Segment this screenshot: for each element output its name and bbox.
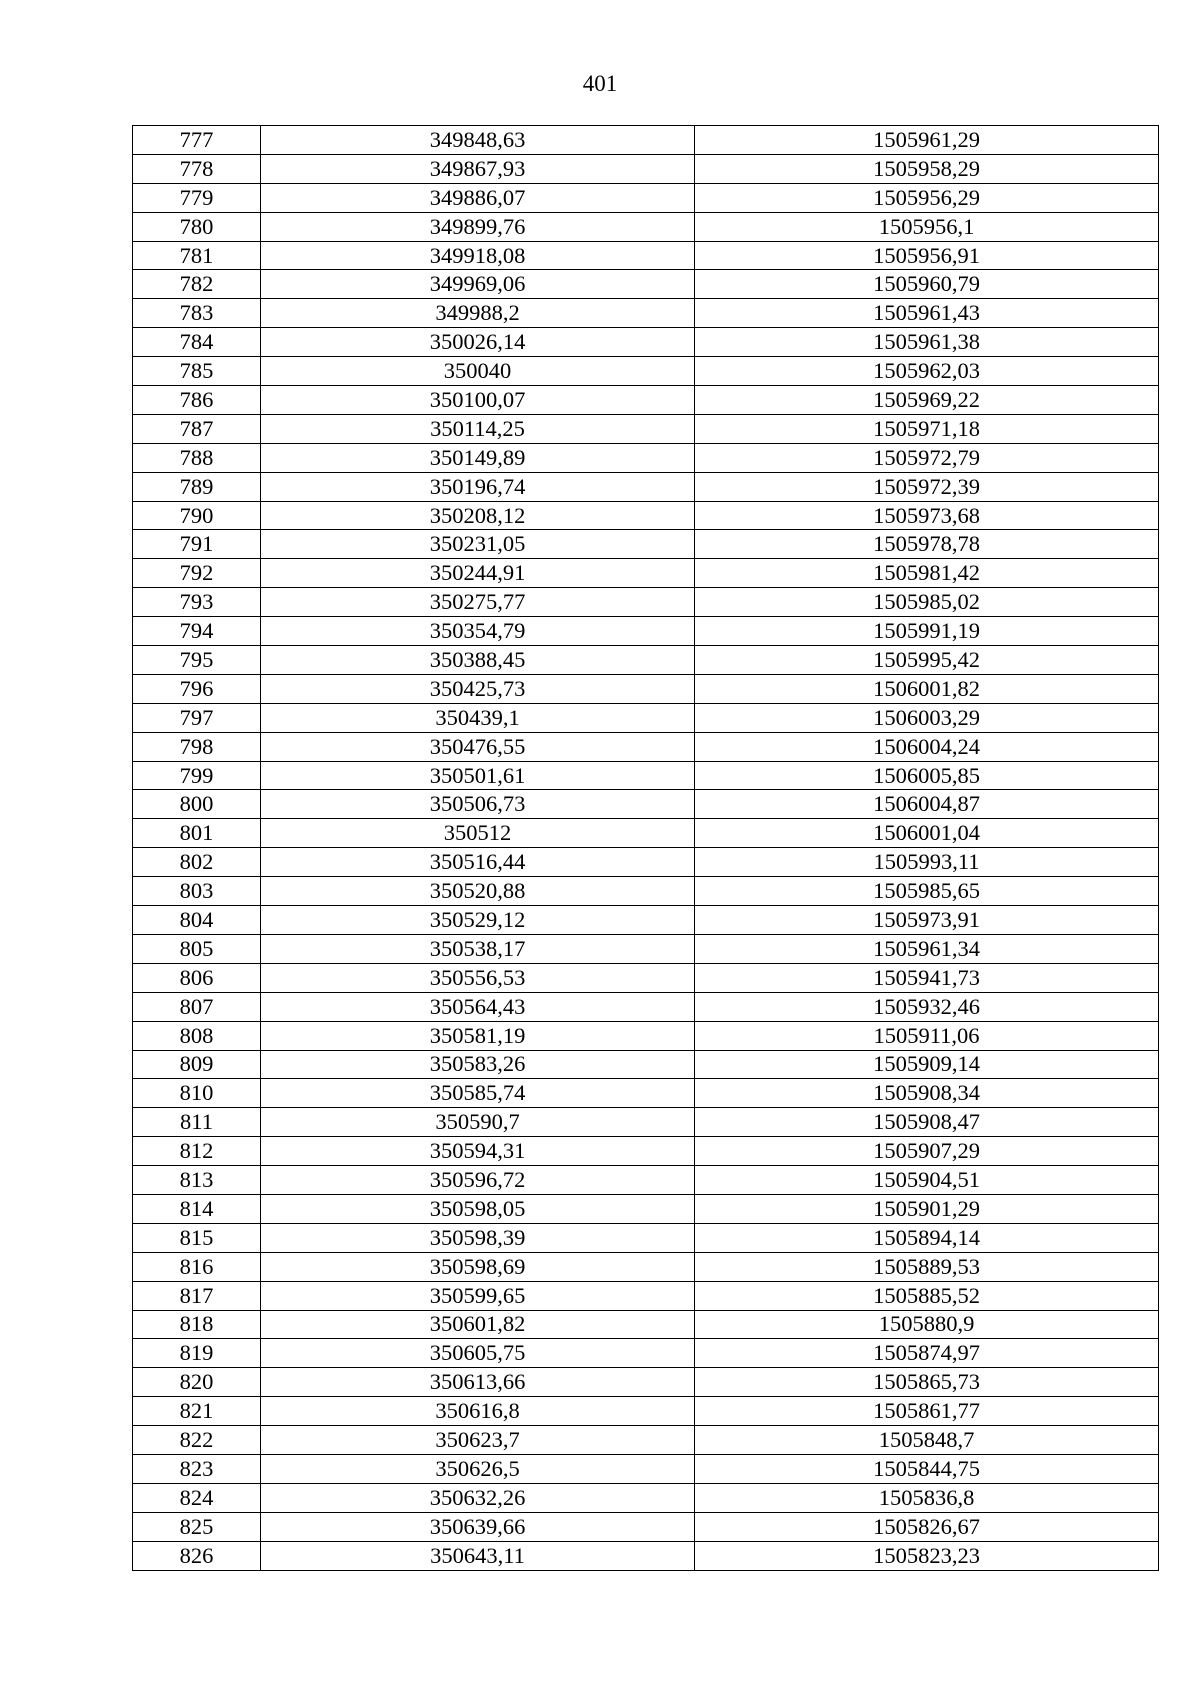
y-coordinate-cell: 1505941,73 <box>695 963 1159 992</box>
table-row <box>133 819 1159 848</box>
y-coordinate-cell: 1505907,29 <box>695 1137 1159 1166</box>
table-row <box>133 328 1159 357</box>
y-coordinate-cell: 1505889,53 <box>695 1252 1159 1281</box>
y-coordinate-cell: 1505848,7 <box>695 1426 1159 1455</box>
point-number-cell: 782 <box>133 270 261 299</box>
y-coordinate-cell: 1505874,97 <box>695 1339 1159 1368</box>
table-row <box>133 1310 1159 1339</box>
y-coordinate-cell: 1506001,04 <box>695 819 1159 848</box>
y-coordinate-cell: 1505932,46 <box>695 992 1159 1021</box>
y-coordinate-cell: 1505995,42 <box>695 646 1159 675</box>
y-coordinate-cell: 1506005,85 <box>695 761 1159 790</box>
y-coordinate-cell: 1505880,9 <box>695 1310 1159 1339</box>
y-coordinate-cell: 1505960,79 <box>695 270 1159 299</box>
point-number-cell: 781 <box>133 241 261 270</box>
y-coordinate-cell: 1505861,77 <box>695 1397 1159 1426</box>
x-coordinate-cell: 350538,17 <box>261 934 695 963</box>
table-row <box>133 1454 1159 1483</box>
y-coordinate-cell: 1505911,06 <box>695 1021 1159 1050</box>
point-number-cell: 826 <box>133 1541 261 1570</box>
point-number-cell: 822 <box>133 1426 261 1455</box>
coordinates-table-body <box>133 126 1159 1571</box>
y-coordinate-cell: 1505908,47 <box>695 1108 1159 1137</box>
x-coordinate-cell: 350598,05 <box>261 1194 695 1223</box>
table-row <box>133 414 1159 443</box>
x-coordinate-cell: 350598,69 <box>261 1252 695 1281</box>
point-number-cell: 790 <box>133 501 261 530</box>
x-coordinate-cell: 350623,7 <box>261 1426 695 1455</box>
y-coordinate-cell: 1505961,38 <box>695 328 1159 357</box>
x-coordinate-cell: 350354,79 <box>261 617 695 646</box>
x-coordinate-cell: 350590,7 <box>261 1108 695 1137</box>
y-coordinate-cell: 1505823,23 <box>695 1541 1159 1570</box>
point-number-cell: 791 <box>133 530 261 559</box>
y-coordinate-cell: 1506001,82 <box>695 674 1159 703</box>
point-number-cell: 809 <box>133 1050 261 1079</box>
x-coordinate-cell: 350583,26 <box>261 1050 695 1079</box>
y-coordinate-cell: 1505901,29 <box>695 1194 1159 1223</box>
table-row <box>133 357 1159 386</box>
y-coordinate-cell: 1505973,68 <box>695 501 1159 530</box>
x-coordinate-cell: 350476,55 <box>261 732 695 761</box>
y-coordinate-cell: 1505956,29 <box>695 183 1159 212</box>
table-row <box>133 1166 1159 1195</box>
y-coordinate-cell: 1505885,52 <box>695 1281 1159 1310</box>
table-row <box>133 703 1159 732</box>
table-row <box>133 848 1159 877</box>
x-coordinate-cell: 350100,07 <box>261 386 695 415</box>
x-coordinate-cell: 350520,88 <box>261 877 695 906</box>
x-coordinate-cell: 350613,66 <box>261 1368 695 1397</box>
point-number-cell: 792 <box>133 559 261 588</box>
x-coordinate-cell: 350598,39 <box>261 1223 695 1252</box>
point-number-cell: 800 <box>133 790 261 819</box>
point-number-cell: 798 <box>133 732 261 761</box>
table-row <box>133 1252 1159 1281</box>
y-coordinate-cell: 1505826,67 <box>695 1512 1159 1541</box>
table-row <box>133 270 1159 299</box>
x-coordinate-cell: 350208,12 <box>261 501 695 530</box>
x-coordinate-cell: 350149,89 <box>261 443 695 472</box>
y-coordinate-cell: 1505844,75 <box>695 1454 1159 1483</box>
table-row <box>133 1137 1159 1166</box>
point-number-cell: 803 <box>133 877 261 906</box>
table-row <box>133 1339 1159 1368</box>
x-coordinate-cell: 350594,31 <box>261 1137 695 1166</box>
y-coordinate-cell: 1505991,19 <box>695 617 1159 646</box>
table-row <box>133 126 1159 155</box>
point-number-cell: 786 <box>133 386 261 415</box>
point-number-cell: 804 <box>133 906 261 935</box>
y-coordinate-cell: 1505969,22 <box>695 386 1159 415</box>
table-row <box>133 588 1159 617</box>
table-row <box>133 1021 1159 1050</box>
y-coordinate-cell: 1505981,42 <box>695 559 1159 588</box>
point-number-cell: 785 <box>133 357 261 386</box>
table-row <box>133 1281 1159 1310</box>
point-number-cell: 823 <box>133 1454 261 1483</box>
x-coordinate-cell: 350529,12 <box>261 906 695 935</box>
point-number-cell: 813 <box>133 1166 261 1195</box>
point-number-cell: 814 <box>133 1194 261 1223</box>
point-number-cell: 811 <box>133 1108 261 1137</box>
table-row <box>133 212 1159 241</box>
x-coordinate-cell: 349886,07 <box>261 183 695 212</box>
x-coordinate-cell: 350512 <box>261 819 695 848</box>
x-coordinate-cell: 350581,19 <box>261 1021 695 1050</box>
x-coordinate-cell: 350040 <box>261 357 695 386</box>
point-number-cell: 806 <box>133 963 261 992</box>
table-row <box>133 1397 1159 1426</box>
x-coordinate-cell: 350643,11 <box>261 1541 695 1570</box>
table-row <box>133 1541 1159 1570</box>
table-row <box>133 1079 1159 1108</box>
y-coordinate-cell: 1505865,73 <box>695 1368 1159 1397</box>
coordinates-table <box>132 125 1159 1571</box>
table-row <box>133 530 1159 559</box>
point-number-cell: 812 <box>133 1137 261 1166</box>
x-coordinate-cell: 350585,74 <box>261 1079 695 1108</box>
table-row <box>133 443 1159 472</box>
table-row <box>133 732 1159 761</box>
y-coordinate-cell: 1505908,34 <box>695 1079 1159 1108</box>
y-coordinate-cell: 1505972,79 <box>695 443 1159 472</box>
y-coordinate-cell: 1505956,1 <box>695 212 1159 241</box>
y-coordinate-cell: 1506004,87 <box>695 790 1159 819</box>
page-number: 401 <box>582 71 618 96</box>
x-coordinate-cell: 349988,2 <box>261 299 695 328</box>
table-row <box>133 1368 1159 1397</box>
point-number-cell: 795 <box>133 646 261 675</box>
x-coordinate-cell: 350596,72 <box>261 1166 695 1195</box>
x-coordinate-cell: 350244,91 <box>261 559 695 588</box>
x-coordinate-cell: 350616,8 <box>261 1397 695 1426</box>
point-number-cell: 821 <box>133 1397 261 1426</box>
y-coordinate-cell: 1506003,29 <box>695 703 1159 732</box>
point-number-cell: 777 <box>133 126 261 155</box>
y-coordinate-cell: 1505961,43 <box>695 299 1159 328</box>
x-coordinate-cell: 350388,45 <box>261 646 695 675</box>
x-coordinate-cell: 350275,77 <box>261 588 695 617</box>
x-coordinate-cell: 350439,1 <box>261 703 695 732</box>
x-coordinate-cell: 350114,25 <box>261 414 695 443</box>
table-row <box>133 1512 1159 1541</box>
table-row <box>133 617 1159 646</box>
point-number-cell: 816 <box>133 1252 261 1281</box>
point-number-cell: 794 <box>133 617 261 646</box>
table-row <box>133 1483 1159 1512</box>
table-row <box>133 906 1159 935</box>
table-row <box>133 1194 1159 1223</box>
x-coordinate-cell: 350601,82 <box>261 1310 695 1339</box>
point-number-cell: 820 <box>133 1368 261 1397</box>
table-row <box>133 674 1159 703</box>
point-number-cell: 819 <box>133 1339 261 1368</box>
table-row <box>133 761 1159 790</box>
point-number-cell: 817 <box>133 1281 261 1310</box>
y-coordinate-cell: 1505956,91 <box>695 241 1159 270</box>
y-coordinate-cell: 1505985,02 <box>695 588 1159 617</box>
y-coordinate-cell: 1505971,18 <box>695 414 1159 443</box>
table-row <box>133 299 1159 328</box>
y-coordinate-cell: 1505962,03 <box>695 357 1159 386</box>
x-coordinate-cell: 350599,65 <box>261 1281 695 1310</box>
y-coordinate-cell: 1505894,14 <box>695 1223 1159 1252</box>
x-coordinate-cell: 350506,73 <box>261 790 695 819</box>
table-row <box>133 241 1159 270</box>
point-number-cell: 824 <box>133 1483 261 1512</box>
x-coordinate-cell: 350026,14 <box>261 328 695 357</box>
x-coordinate-cell: 350425,73 <box>261 674 695 703</box>
x-coordinate-cell: 349918,08 <box>261 241 695 270</box>
point-number-cell: 802 <box>133 848 261 877</box>
point-number-cell: 784 <box>133 328 261 357</box>
table-row <box>133 934 1159 963</box>
y-coordinate-cell: 1505972,39 <box>695 472 1159 501</box>
point-number-cell: 818 <box>133 1310 261 1339</box>
table-row <box>133 992 1159 1021</box>
point-number-cell: 807 <box>133 992 261 1021</box>
table-row <box>133 386 1159 415</box>
x-coordinate-cell: 350231,05 <box>261 530 695 559</box>
x-coordinate-cell: 350556,53 <box>261 963 695 992</box>
table-row <box>133 646 1159 675</box>
point-number-cell: 788 <box>133 443 261 472</box>
y-coordinate-cell: 1505909,14 <box>695 1050 1159 1079</box>
table-row <box>133 963 1159 992</box>
x-coordinate-cell: 350639,66 <box>261 1512 695 1541</box>
point-number-cell: 805 <box>133 934 261 963</box>
point-number-cell: 783 <box>133 299 261 328</box>
table-row <box>133 559 1159 588</box>
table-row <box>133 183 1159 212</box>
point-number-cell: 793 <box>133 588 261 617</box>
x-coordinate-cell: 350605,75 <box>261 1339 695 1368</box>
y-coordinate-cell: 1505958,29 <box>695 154 1159 183</box>
y-coordinate-cell: 1505961,34 <box>695 934 1159 963</box>
table-row <box>133 1050 1159 1079</box>
x-coordinate-cell: 350626,5 <box>261 1454 695 1483</box>
table-row <box>133 472 1159 501</box>
point-number-cell: 796 <box>133 674 261 703</box>
x-coordinate-cell: 349848,63 <box>261 126 695 155</box>
table-row <box>133 1426 1159 1455</box>
point-number-cell: 799 <box>133 761 261 790</box>
y-coordinate-cell: 1505904,51 <box>695 1166 1159 1195</box>
point-number-cell: 779 <box>133 183 261 212</box>
table-row <box>133 1108 1159 1137</box>
y-coordinate-cell: 1505836,8 <box>695 1483 1159 1512</box>
table-row <box>133 154 1159 183</box>
point-number-cell: 778 <box>133 154 261 183</box>
x-coordinate-cell: 349867,93 <box>261 154 695 183</box>
point-number-cell: 815 <box>133 1223 261 1252</box>
y-coordinate-cell: 1505978,78 <box>695 530 1159 559</box>
x-coordinate-cell: 350196,74 <box>261 472 695 501</box>
table-row <box>133 501 1159 530</box>
y-coordinate-cell: 1505973,91 <box>695 906 1159 935</box>
table-row <box>133 1223 1159 1252</box>
y-coordinate-cell: 1505985,65 <box>695 877 1159 906</box>
x-coordinate-cell: 350516,44 <box>261 848 695 877</box>
table-row <box>133 877 1159 906</box>
point-number-cell: 787 <box>133 414 261 443</box>
point-number-cell: 810 <box>133 1079 261 1108</box>
table-row <box>133 790 1159 819</box>
point-number-cell: 808 <box>133 1021 261 1050</box>
x-coordinate-cell: 350564,43 <box>261 992 695 1021</box>
x-coordinate-cell: 350632,26 <box>261 1483 695 1512</box>
y-coordinate-cell: 1505993,11 <box>695 848 1159 877</box>
y-coordinate-cell: 1505961,29 <box>695 126 1159 155</box>
x-coordinate-cell: 350501,61 <box>261 761 695 790</box>
point-number-cell: 801 <box>133 819 261 848</box>
point-number-cell: 797 <box>133 703 261 732</box>
y-coordinate-cell: 1506004,24 <box>695 732 1159 761</box>
x-coordinate-cell: 349899,76 <box>261 212 695 241</box>
point-number-cell: 789 <box>133 472 261 501</box>
point-number-cell: 825 <box>133 1512 261 1541</box>
x-coordinate-cell: 349969,06 <box>261 270 695 299</box>
point-number-cell: 780 <box>133 212 261 241</box>
